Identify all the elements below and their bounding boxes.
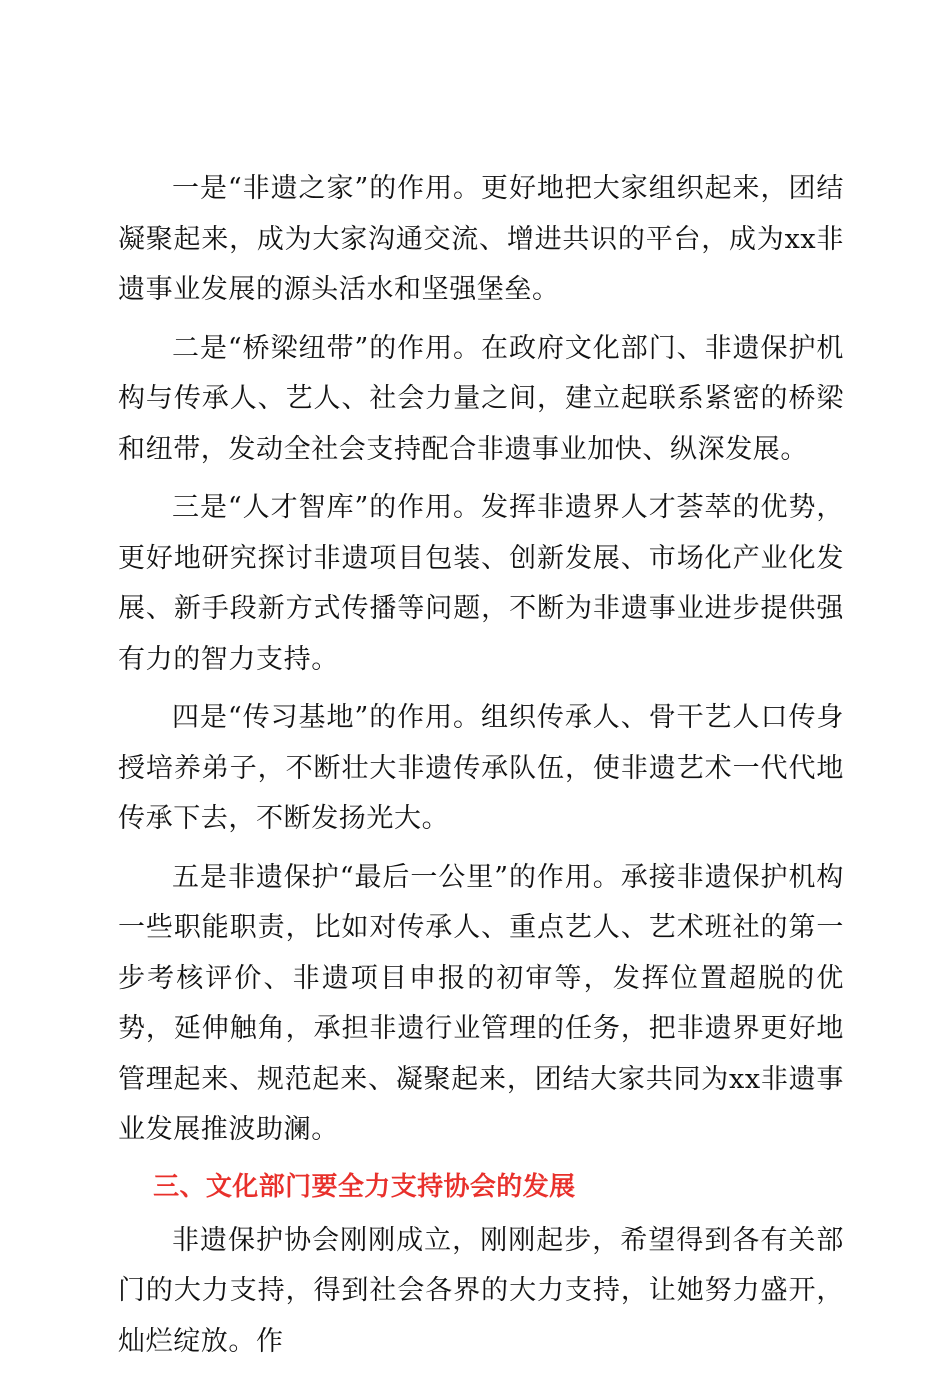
paragraph-role-5: 五是非遗保护“最后一公里”的作用。承接非遗保护机构一些职能职责，比如对传承人、重点艺人、艺术班社的第一步考核评价、非遗项目申报的初审等，发挥位置超脱的优势，延伸触角，承担非遗行业管理的任务，把非遗界更好地管理起来、规范起来、凝聚起来，团结大家共同为xx非遗事业发展推波助澜。 — [118, 861, 844, 1145]
document-page — [118, 164, 844, 1375]
section-heading: 三、文化部门要全力支持协会的发展 — [153, 1171, 576, 1202]
paragraph-role-1: 一是“非遗之家”的作用。更好地把大家组织起来，团结凝聚起来，成为大家沟通交流、增进共识的平台，成为xx非遗事业发展的源头活水和坚强堡垒。 — [118, 173, 844, 305]
closing-paragraph: 非遗保护协会刚刚成立，刚刚起步，希望得到各有关部门的大力支持，得到社会各界的大力支持，让她努力盛开，灿烂绽放。作 — [118, 1224, 844, 1357]
paragraph-role-3: 三是“人才智库”的作用。发挥非遗界人才荟萃的优势，更好地研究探讨非遗项目包装、创新发展、市场化产业化发展、新手段新方式传播等问题，不断为非遗事业进步提供强有力的智力支持。 — [118, 492, 844, 675]
paragraph-role-4: 四是“传习基地”的作用。组织传承人、骨干艺人口传身授培养弟子，不断壮大非遗传承队伍，使非遗艺术一代代地传承下去，不断发扬光大。 — [118, 702, 844, 834]
paragraph-role-2: 二是“桥梁纽带”的作用。在政府文化部门、非遗保护机构与传承人、艺人、社会力量之间，建立起联系紧密的桥梁和纽带，发动全社会支持配合非遗事业加快、纵深发展。 — [118, 332, 844, 465]
